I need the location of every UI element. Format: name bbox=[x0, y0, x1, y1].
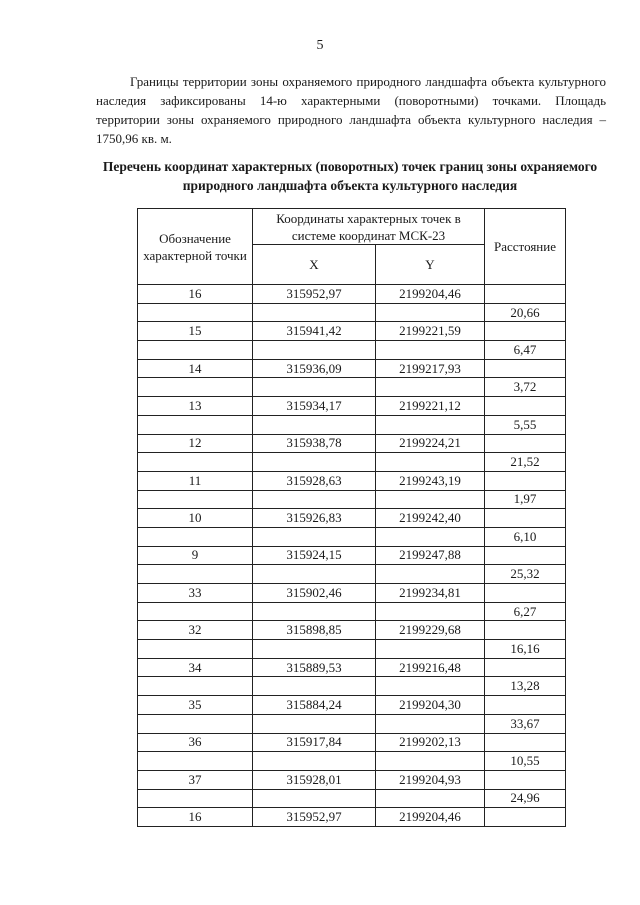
point-row bbox=[138, 285, 566, 304]
distance-gap bbox=[485, 434, 566, 453]
page-number: 5 bbox=[316, 38, 324, 53]
distance-gap bbox=[485, 733, 566, 752]
empty-cell bbox=[138, 415, 253, 434]
distance-value: 33,67 bbox=[485, 714, 566, 733]
distance-value: 5,55 bbox=[485, 415, 566, 434]
point-x: 315884,24 bbox=[253, 696, 376, 715]
point-x: 315889,53 bbox=[253, 658, 376, 677]
point-y: 2199202,13 bbox=[376, 733, 485, 752]
empty-cell bbox=[376, 714, 485, 733]
distance-row bbox=[138, 490, 566, 509]
point-id: 32 bbox=[138, 621, 253, 640]
point-y: 2199221,59 bbox=[376, 322, 485, 341]
empty-cell bbox=[376, 789, 485, 808]
empty-cell bbox=[253, 341, 376, 360]
point-y: 2199216,48 bbox=[376, 658, 485, 677]
distance-gap bbox=[485, 285, 566, 304]
header-point: Обозначение характерной точки bbox=[138, 209, 253, 285]
distance-row bbox=[138, 453, 566, 472]
point-id: 34 bbox=[138, 658, 253, 677]
empty-cell bbox=[253, 303, 376, 322]
point-id: 16 bbox=[138, 808, 253, 827]
distance-gap bbox=[485, 584, 566, 603]
point-row bbox=[138, 397, 566, 416]
point-x: 315926,83 bbox=[253, 509, 376, 528]
distance-gap bbox=[485, 471, 566, 490]
distance-row bbox=[138, 565, 566, 584]
empty-cell bbox=[138, 490, 253, 509]
empty-cell bbox=[253, 789, 376, 808]
point-row bbox=[138, 322, 566, 341]
empty-cell bbox=[138, 752, 253, 771]
empty-cell bbox=[138, 565, 253, 584]
distance-gap bbox=[485, 770, 566, 789]
point-id: 16 bbox=[138, 285, 253, 304]
empty-cell bbox=[138, 303, 253, 322]
point-y: 2199229,68 bbox=[376, 621, 485, 640]
header-distance: Расстояние bbox=[485, 209, 566, 285]
point-x: 315938,78 bbox=[253, 434, 376, 453]
empty-cell bbox=[376, 565, 485, 584]
empty-cell bbox=[253, 714, 376, 733]
distance-row bbox=[138, 677, 566, 696]
point-x: 315952,97 bbox=[253, 808, 376, 827]
distance-value: 16,16 bbox=[485, 640, 566, 659]
empty-cell bbox=[253, 415, 376, 434]
empty-cell bbox=[376, 341, 485, 360]
point-row bbox=[138, 770, 566, 789]
empty-cell bbox=[253, 490, 376, 509]
empty-cell bbox=[253, 677, 376, 696]
point-id: 10 bbox=[138, 509, 253, 528]
distance-row bbox=[138, 303, 566, 322]
point-y: 2199234,81 bbox=[376, 584, 485, 603]
header-coordinates: Координаты характерных точек в системе координат МСК-23 bbox=[253, 209, 485, 245]
distance-value: 10,55 bbox=[485, 752, 566, 771]
point-id: 37 bbox=[138, 770, 253, 789]
empty-cell bbox=[376, 527, 485, 546]
point-x: 315936,09 bbox=[253, 359, 376, 378]
point-y: 2199221,12 bbox=[376, 397, 485, 416]
point-x: 315902,46 bbox=[253, 584, 376, 603]
distance-row bbox=[138, 789, 566, 808]
distance-gap bbox=[485, 359, 566, 378]
empty-cell bbox=[138, 789, 253, 808]
header-y: Y bbox=[376, 245, 485, 285]
empty-cell bbox=[138, 640, 253, 659]
distance-value: 6,47 bbox=[485, 341, 566, 360]
point-row bbox=[138, 509, 566, 528]
intro-paragraph bbox=[96, 72, 606, 148]
empty-cell bbox=[138, 453, 253, 472]
distance-row bbox=[138, 341, 566, 360]
table-title: Перечень координат характерных (поворотных) точек границ зоны охраняемого природного ландшафта объекта культурного наследия bbox=[102, 159, 598, 193]
point-row bbox=[138, 658, 566, 677]
point-y: 2199243,19 bbox=[376, 471, 485, 490]
point-x: 315928,63 bbox=[253, 471, 376, 490]
distance-value: 20,66 bbox=[485, 303, 566, 322]
distance-row bbox=[138, 602, 566, 621]
point-x: 315924,15 bbox=[253, 546, 376, 565]
empty-cell bbox=[138, 602, 253, 621]
point-y: 2199217,93 bbox=[376, 359, 485, 378]
point-id: 13 bbox=[138, 397, 253, 416]
empty-cell bbox=[376, 677, 485, 696]
distance-value: 3,72 bbox=[485, 378, 566, 397]
point-x: 315917,84 bbox=[253, 733, 376, 752]
point-row bbox=[138, 696, 566, 715]
distance-row bbox=[138, 640, 566, 659]
point-y: 2199204,46 bbox=[376, 285, 485, 304]
point-row bbox=[138, 471, 566, 490]
distance-gap bbox=[485, 621, 566, 640]
empty-cell bbox=[253, 565, 376, 584]
point-row bbox=[138, 733, 566, 752]
distance-row bbox=[138, 415, 566, 434]
distance-value: 21,52 bbox=[485, 453, 566, 472]
empty-cell bbox=[138, 341, 253, 360]
point-id: 11 bbox=[138, 471, 253, 490]
empty-cell bbox=[253, 527, 376, 546]
point-y: 2199247,88 bbox=[376, 546, 485, 565]
point-row bbox=[138, 808, 566, 827]
intro-text: Границы территории зоны охраняемого природного ландшафта объекта культурного наследия зафиксированы 14-ю характерными (поворотными) точками. Площадь территории зоны охраняемого природного ландшафта объекта культурного наследия – 1750,96 кв. м. bbox=[96, 74, 606, 146]
point-row bbox=[138, 584, 566, 603]
distance-gap bbox=[485, 658, 566, 677]
empty-cell bbox=[253, 602, 376, 621]
empty-cell bbox=[138, 378, 253, 397]
point-id: 35 bbox=[138, 696, 253, 715]
distance-row bbox=[138, 378, 566, 397]
point-y: 2199204,46 bbox=[376, 808, 485, 827]
point-id: 9 bbox=[138, 546, 253, 565]
point-id: 15 bbox=[138, 322, 253, 341]
empty-cell bbox=[376, 490, 485, 509]
point-id: 33 bbox=[138, 584, 253, 603]
empty-cell bbox=[253, 378, 376, 397]
point-x: 315934,17 bbox=[253, 397, 376, 416]
point-y: 2199204,93 bbox=[376, 770, 485, 789]
distance-value: 1,97 bbox=[485, 490, 566, 509]
header-x: X bbox=[253, 245, 376, 285]
point-x: 315928,01 bbox=[253, 770, 376, 789]
distance-value: 6,10 bbox=[485, 527, 566, 546]
empty-cell bbox=[253, 640, 376, 659]
distance-row bbox=[138, 527, 566, 546]
distance-value: 25,32 bbox=[485, 565, 566, 584]
point-x: 315952,97 bbox=[253, 285, 376, 304]
empty-cell bbox=[253, 453, 376, 472]
point-row bbox=[138, 546, 566, 565]
distance-gap bbox=[485, 546, 566, 565]
table-body bbox=[138, 285, 566, 827]
point-id: 12 bbox=[138, 434, 253, 453]
point-x: 315898,85 bbox=[253, 621, 376, 640]
point-y: 2199242,40 bbox=[376, 509, 485, 528]
point-id: 36 bbox=[138, 733, 253, 752]
distance-gap bbox=[485, 696, 566, 715]
empty-cell bbox=[138, 527, 253, 546]
distance-gap bbox=[485, 397, 566, 416]
empty-cell bbox=[376, 415, 485, 434]
distance-gap bbox=[485, 808, 566, 827]
distance-value: 24,96 bbox=[485, 789, 566, 808]
empty-cell bbox=[376, 752, 485, 771]
distance-row bbox=[138, 714, 566, 733]
point-row bbox=[138, 434, 566, 453]
empty-cell bbox=[253, 752, 376, 771]
empty-cell bbox=[376, 453, 485, 472]
empty-cell bbox=[376, 602, 485, 621]
distance-value: 13,28 bbox=[485, 677, 566, 696]
empty-cell bbox=[376, 378, 485, 397]
empty-cell bbox=[376, 640, 485, 659]
point-y: 2199224,21 bbox=[376, 434, 485, 453]
point-id: 14 bbox=[138, 359, 253, 378]
distance-gap bbox=[485, 509, 566, 528]
point-row bbox=[138, 621, 566, 640]
empty-cell bbox=[138, 714, 253, 733]
point-x: 315941,42 bbox=[253, 322, 376, 341]
empty-cell bbox=[138, 677, 253, 696]
empty-cell bbox=[376, 303, 485, 322]
coordinates-table bbox=[137, 208, 566, 827]
point-y: 2199204,30 bbox=[376, 696, 485, 715]
distance-value: 6,27 bbox=[485, 602, 566, 621]
point-row bbox=[138, 359, 566, 378]
distance-gap bbox=[485, 322, 566, 341]
distance-row bbox=[138, 752, 566, 771]
